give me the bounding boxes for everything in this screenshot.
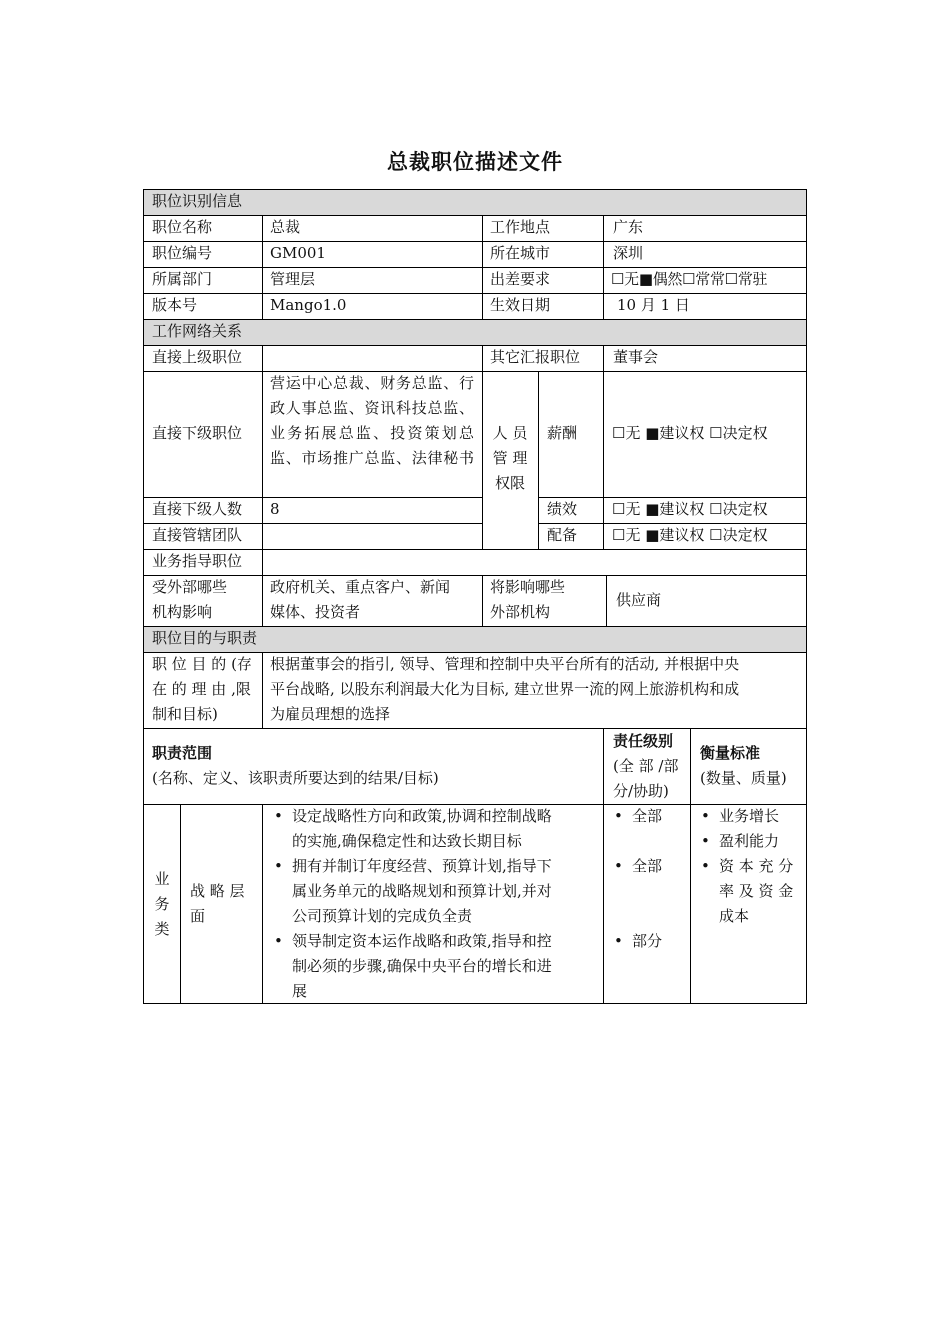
rule [603,728,604,1004]
rule [143,293,807,294]
label-line: 在 的 理 由 ,限 [152,680,251,698]
measure-line: 成本 [719,907,750,925]
rule [482,215,483,319]
duty-line: • 拥有并制订年度经营、预算计划,指导下 [292,857,552,875]
rule [143,319,807,320]
authority-name: 配备 [547,526,578,544]
hr-authority-line: 人 员 [492,424,528,442]
rule [143,345,807,346]
label-line: 职 位 目 的 (存 [152,655,252,673]
field-label: 生效日期 [490,296,551,314]
authority-name: 薪酬 [547,424,578,442]
label-line: 将影响哪些 [490,578,566,596]
measure-subtitle: (数量、质量) [700,769,787,787]
level-subtitle [613,754,678,804]
section-title-identity: 职位识别信息 [152,192,243,210]
rule [262,652,263,728]
purpose-label [152,652,258,727]
sub-count-label: 直接下级人数 [152,500,243,518]
travel-options: ☐无■偶然☐常常☐常驻 [611,270,768,288]
field-label: 所在城市 [490,244,551,262]
duty-item [270,854,600,929]
rule [262,215,263,319]
measure-title: 衡量标准 [700,744,761,762]
field-value: 深圳 [613,244,644,262]
label-line: 机构影响 [152,603,213,621]
level-item: • 全部 [610,854,662,879]
section-title-purpose: 职位目的与职责 [152,629,258,647]
influences-value: 供应商 [616,591,662,609]
label-line: 制和目标) [152,705,218,723]
other-report-label: 其它汇报职位 [490,348,581,366]
rule [262,345,263,626]
influences-label [490,575,565,625]
rule [143,215,807,216]
text-line: 平台战略, 以股东利润最大化为目标, 建立世界一流的网上旅游机构和成 [270,680,740,698]
field-value: GM001 [270,244,326,262]
text-line: 根据董事会的指引, 领导、管理和控制中央平台所有的活动, 并根据中央 [270,655,740,673]
section-band-identity [143,189,807,215]
scope-subtitle: (名称、定义、该职责所要达到的结果/目标) [152,769,439,787]
sub-count-value: 8 [270,500,280,518]
measure-item [697,829,801,854]
hr-authority-label [484,421,536,496]
measure-item [697,854,801,929]
hr-authority-line: 管 理 [492,449,528,467]
duty-line: 制必须的步骤,确保中央平台的增长和进 [292,957,552,975]
field-value: 广东 [613,218,644,236]
field-value: 总裁 [270,218,301,236]
rule [262,804,263,1004]
rule [482,575,483,626]
other-report-value: 董事会 [613,348,659,366]
rule [143,728,807,729]
rule [538,371,539,549]
authority-value: ☐无 ■建议权 ☐决定权 [612,526,768,544]
category-char: 类 [154,920,170,938]
rule [143,575,807,576]
duty-line: 展 [292,982,308,1000]
sub-category-line: 面 [190,907,206,925]
rule [482,345,483,549]
duty-item [270,929,600,1004]
category-char: 务 [154,895,170,913]
sub-category-line: 战 略 层 [190,882,245,900]
subordinate-value: 营运中心总裁、财务总监、行政人事总监、资讯科技总监、业务拓展总监、投资策划总监、市场推广总监、法律秘书 [270,374,474,467]
section-title-network: 工作网络关系 [152,322,243,340]
rule [143,549,807,550]
measure-line: • 业务增长 [719,807,780,825]
level-item: • 全部 [610,804,662,829]
authority-value: ☐无 ■建议权 ☐决定权 [612,424,768,442]
measure-item [697,804,801,829]
label-line: 受外部哪些 [152,578,228,596]
rule [603,371,604,549]
rule [143,371,807,372]
field-label: 版本号 [152,296,198,314]
field-label: 工作地点 [490,218,551,236]
measure-line: • 盈利能力 [719,832,780,850]
duty-list [270,804,600,1004]
authority-name: 绩效 [547,500,578,518]
level-title: 责任级别 [613,732,674,750]
document-title: 总裁职位描述文件 [387,149,563,174]
label-line: 外部机构 [490,603,551,621]
duty-sub-category [190,879,245,929]
rule [690,728,691,1004]
section-band-network [143,319,807,345]
duty-line: 公司预算计划的完成负全责 [292,907,473,925]
field-value: 10 月 1 日 [617,296,690,314]
field-label: 职位编号 [152,244,213,262]
level-item: • 部分 [610,929,662,954]
rule [180,804,181,1004]
measure-list [697,804,801,929]
field-label: 职位名称 [152,218,213,236]
category-char: 业 [154,870,170,888]
duty-category [144,867,180,942]
field-label: 出差要求 [490,270,551,288]
duty-item [270,804,600,854]
text-line: 为雇员理想的选择 [270,705,391,723]
subordinate-label: 直接下级职位 [152,424,243,442]
authority-value: ☐无 ■建议权 ☐决定权 [612,500,768,518]
measure-line: 率 及 资 金 [719,882,794,900]
rule [806,189,807,1004]
influenced-by-value [270,575,450,625]
sub-line: 分/协助) [613,782,669,800]
duty-line: 属业务单元的战略规划和预算计划,并对 [292,882,552,900]
measure-line: • 资 本 充 分 [719,857,794,875]
influenced-by-label [152,575,227,625]
field-value: Mango1.0 [270,296,347,314]
purpose-text [270,652,800,727]
value-line: 政府机关、重点客户、新闻 [270,578,451,596]
duty-line: • 领导制定资本运作战略和政策,指导和控 [292,932,552,950]
guide-label: 业务指导职位 [152,552,243,570]
sub-line: (全 部 /部 [613,757,679,775]
value-line: 媒体、投资者 [270,603,361,621]
hr-authority-line: 权限 [494,474,525,492]
rule [143,189,807,190]
field-value: 管理层 [270,270,316,288]
team-label: 直接管辖团队 [152,526,243,544]
scope-title: 职责范围 [152,744,213,762]
duty-line: 的实施,确保稳定性和达致长期目标 [292,832,522,850]
field-label: 所属部门 [152,270,213,288]
rule [606,575,607,626]
superior-label: 直接上级职位 [152,348,243,366]
rule [603,215,604,319]
rule [603,345,604,371]
duty-line: • 设定战略性方向和政策,协调和控制战略 [292,807,552,825]
rule [143,241,807,242]
